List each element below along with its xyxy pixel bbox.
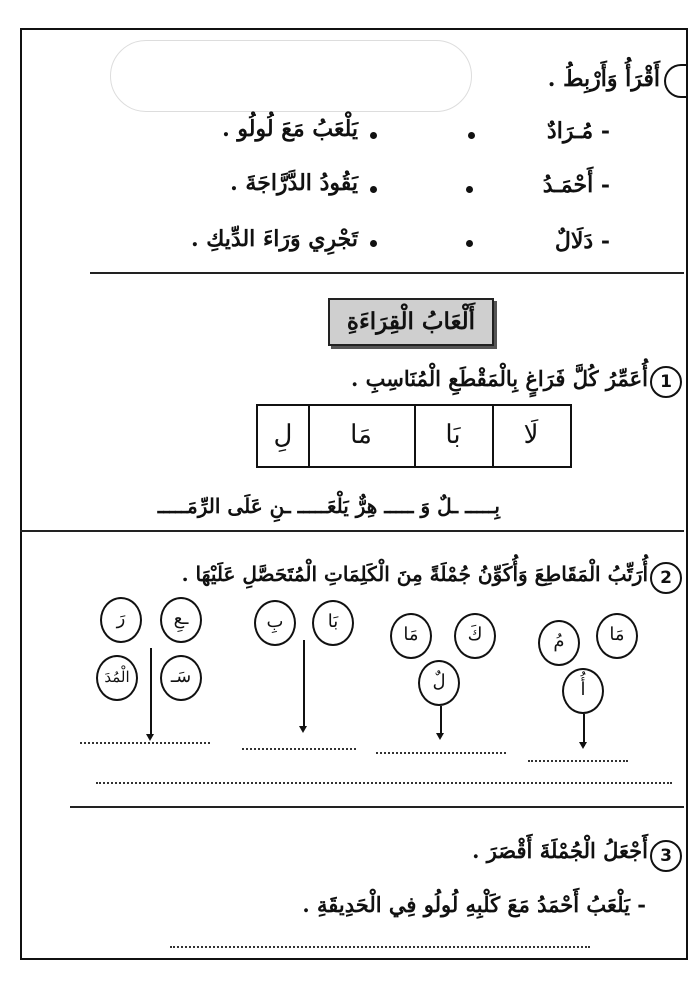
syllable-cell-li: لِ	[258, 406, 310, 466]
name-dalal: - دَلَالٌ	[554, 228, 610, 254]
connector-arrow-3	[299, 726, 307, 733]
connector-line-3	[303, 640, 305, 728]
bullet-right-1	[468, 132, 475, 139]
exercise3-instruction: أَجْعَلُ الْجُمْلَةَ أَقْصَرَ .	[472, 838, 648, 863]
divider-2	[20, 530, 684, 532]
exercise1-number: 1	[650, 366, 682, 398]
answer-line-exercise3[interactable]	[170, 946, 590, 948]
answer-line-sentence[interactable]	[96, 782, 672, 784]
connector-arrow-4	[146, 734, 154, 741]
syllable-circle-almuda: الْمُدَ	[96, 655, 138, 701]
action-rides-bicycle: يَقُودُ الدَّرَّاجَةَ .	[230, 170, 358, 196]
answer-line-2[interactable]	[376, 752, 506, 754]
action-runs-after-rooster: تَجْرِي وَرَاءَ الدِّيكِ .	[190, 226, 358, 252]
syllable-circle-ma: مَا	[596, 613, 638, 659]
answer-line-1[interactable]	[528, 760, 628, 762]
divider-3	[70, 806, 684, 808]
bullet-left-1	[370, 132, 377, 139]
connector-line-4	[150, 648, 152, 736]
faint-background-mark	[110, 40, 472, 112]
bullet-left-3	[370, 240, 377, 247]
connector-arrow-2	[436, 733, 444, 740]
exercise2-instruction: أُرَتِّبُ الْمَقَاطِعَ وَأُكَوِّنُ جُمْلَةً مِنَ الْكَلِمَاتِ الْمُتَحَصَّلِ عَلَيْهَا .	[181, 562, 648, 586]
syllable-cell-ba: بَا	[414, 406, 494, 466]
connector-arrow-1	[579, 742, 587, 749]
syllable-circle-mu: مُ	[538, 620, 580, 666]
answer-line-4[interactable]	[80, 742, 210, 744]
syllable-circle-ka: كَ	[454, 613, 496, 659]
bullet-right-2	[466, 186, 473, 193]
exercise2-number: 2	[650, 562, 682, 594]
connector-line-2	[440, 706, 442, 736]
syllable-table	[256, 404, 572, 468]
divider-1	[90, 272, 684, 274]
syllable-circle-lun: لٌ	[418, 660, 460, 706]
section-top-title: أَقْرَأُ وَأَرْبِطُ .	[547, 66, 660, 92]
reading-games-badge: أَلْعَابُ الْقِرَاءَةِ	[328, 298, 494, 346]
answer-line-3[interactable]	[242, 748, 356, 750]
exercise3-sentence: - يَلْعَبُ أَحْمَدُ مَعَ كَلْبِهِ لُولُو فِي الْحَدِيقَةِ .	[302, 892, 646, 917]
exercise3-number: 3	[650, 840, 682, 872]
syllable-circle-ba: بَا	[312, 600, 354, 646]
syllable-circle-ra: رَ	[100, 597, 142, 643]
name-mourad: - مُـرَادٌ	[546, 118, 610, 144]
syllable-circle-sa: سَـ	[160, 655, 202, 701]
bullet-right-3	[466, 240, 473, 247]
name-ahmed: - أَحْمَـدُ	[542, 172, 610, 198]
exercise1-sentence: بِـــــ ـلٌ وَ ـــــ هِرٌّ يَلْعَـــــ ـنِ عَلَى الرِّمَـــــ	[157, 494, 500, 518]
exercise1-instruction: أُعَمِّرُ كُلَّ فَرَاغٍ بِالْمَقْطَعِ الْمُنَاسِبِ .	[351, 366, 648, 391]
syllable-circle-ma-2: مَا	[390, 613, 432, 659]
syllable-circle-bi: بِ	[254, 600, 296, 646]
syllable-cell-ma: مَا	[308, 406, 416, 466]
syllable-cell-la: لَا	[523, 420, 539, 450]
action-plays-with-loulou: يَلْعَبُ مَعَ لُولُو .	[222, 116, 358, 142]
syllable-circle-ei: ـعِ	[160, 597, 202, 643]
syllable-circle-a: أُ	[562, 668, 604, 714]
bullet-left-2	[370, 186, 377, 193]
